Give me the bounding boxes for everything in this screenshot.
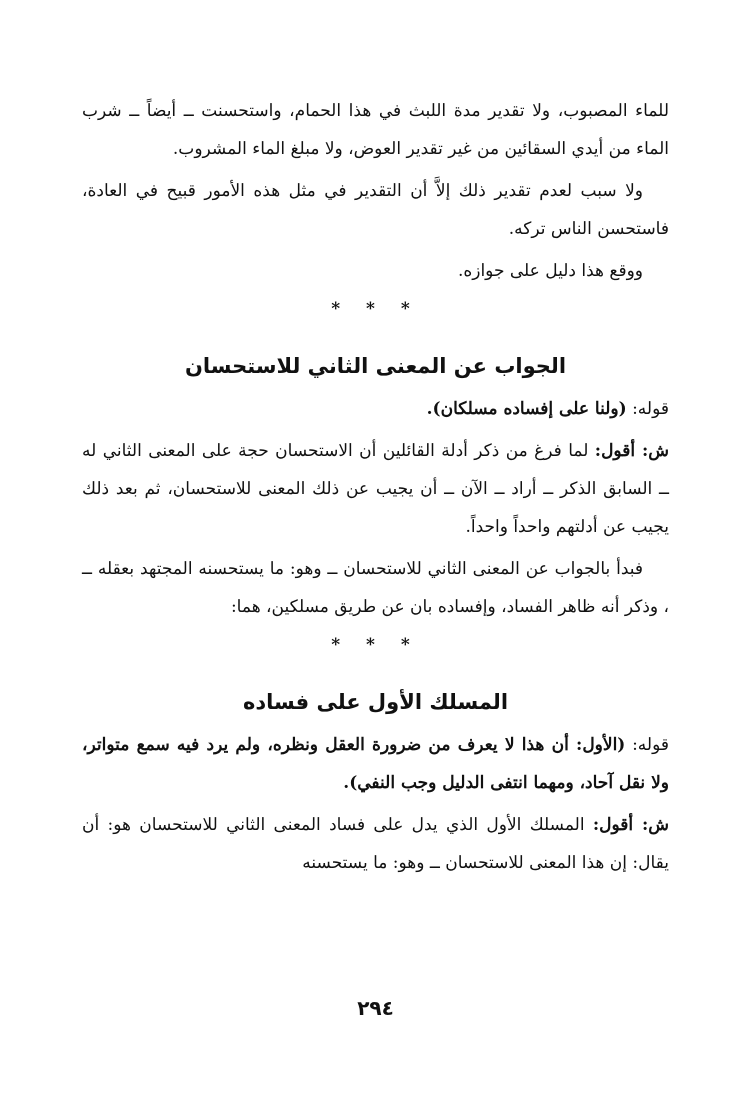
quote-text: (الأول: أن هذا لا يعرف من ضرورة العقل ونظره، ولم يرد فيه سمع متواتر، ولا نقل آحاد، ومهما انتفى الدليل وجب النفي). (82, 735, 669, 793)
paragraph-reason: ولا سبب لعدم تقدير ذلك إلاَّ أن التقدير في مثل هذه الأمور قبيح في العادة، فاستحسن الناس تركه. (82, 181, 669, 239)
commentary-paragraph (82, 432, 669, 546)
quote-text: (ولنا على إفساده مسلكان). (426, 399, 627, 419)
commentary-text: لما فرغ من ذكر أدلة القائلين أن الاستحسان حجة على المعنى الثاني له ــ السابق الذكر ــ أراد ــ الآن ــ أن يجيب عن ذلك المعنى للاستحسان، ثم بعد ذلك يجيب عن أدلتهم واحداً واحداً. (82, 441, 669, 537)
commentary-text: المسلك الأول الذي يدل على فساد المعنى الثاني للاستحسان هو: أن يقال: إن هذا المعنى للاستحسان ــ وهو: ما يستحسنه (82, 815, 669, 873)
commentary-paragraph (82, 806, 669, 882)
page-number: ٢٩٤ (357, 996, 394, 1020)
paragraph-two-paths: فبدأ بالجواب عن المعنى الثاني للاستحسان ــ وهو: ما يستحسنه المجتهد بعقله ــ ، وذكر أنه ظاهر الفساد، وإفساده بان عن طريق مسلكين، هما: (82, 559, 669, 617)
commentary-lead: ش: أقول: (594, 441, 669, 461)
quote-paragraph (82, 726, 669, 802)
section-separator: * * * (331, 635, 420, 655)
section-separator: * * * (331, 299, 420, 319)
page-body (82, 92, 669, 886)
quote-paragraph (82, 390, 669, 428)
section-heading-first-path: المسلك الأول على فساده (242, 690, 509, 714)
quote-label: قوله: (632, 399, 669, 419)
paragraph-conclusion: ووقع هذا دليل على جوازه. (457, 261, 643, 281)
quote-label: قوله: (632, 735, 670, 755)
section-heading-second-meaning: الجواب عن المعنى الثاني للاستحسان (184, 354, 567, 378)
paragraph-continuation: للماء المصبوب، ولا تقدير مدة اللبث في هذا الحمام، واستحسنت ــ أيضاً ــ شرب الماء من أيدي السقائين من غير تقدير العوض، ولا مبلغ الماء المشروب. (82, 101, 669, 159)
commentary-lead: ش: أقول: (592, 815, 669, 835)
